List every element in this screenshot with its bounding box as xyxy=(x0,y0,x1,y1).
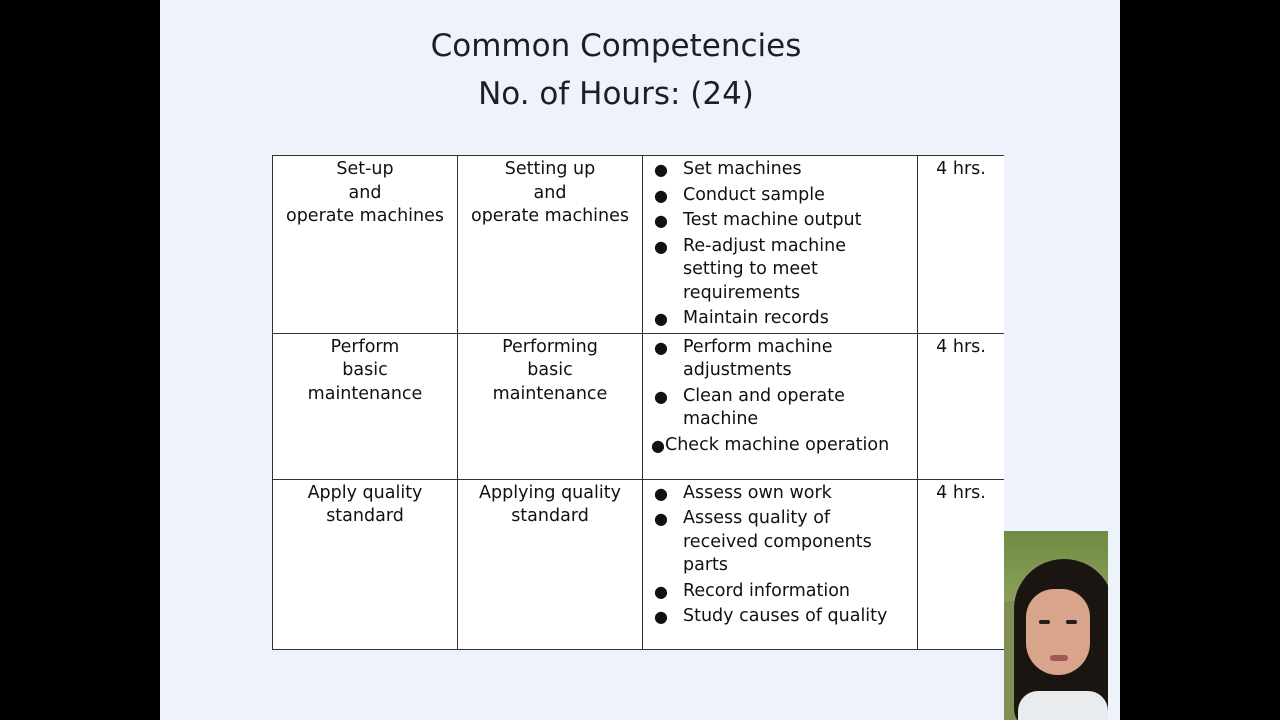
outcome-cell: Setting up and operate machines xyxy=(458,156,643,334)
bullet-icon: ● xyxy=(654,211,668,230)
bullet-icon: ● xyxy=(654,581,668,601)
bullet-icon: ● xyxy=(654,309,668,328)
activity-text: Check machine operation xyxy=(665,434,890,455)
hours-cell: 4 hrs. xyxy=(918,479,1005,649)
activity-text: Set machines xyxy=(683,159,802,179)
activity-text: Conduct sample xyxy=(683,184,825,205)
hours-cell: 4 hrs. xyxy=(918,156,1005,334)
list-item xyxy=(651,158,909,182)
hours-cell: 4 hrs. xyxy=(918,333,1005,479)
table-row xyxy=(273,156,1005,334)
table-row xyxy=(273,479,1005,649)
presentation-slide xyxy=(160,0,1120,720)
bullet-icon: ● xyxy=(654,386,668,406)
unit-cell: Set-up and operate machines xyxy=(273,156,458,334)
bullet-icon: ● xyxy=(651,435,665,455)
bullet-icon: ● xyxy=(654,337,668,357)
activity-text: Study causes of quality xyxy=(683,606,888,626)
presenter-mouth xyxy=(1050,655,1068,661)
presenter-webcam-thumbnail xyxy=(1004,531,1108,720)
list-item xyxy=(651,482,909,506)
presenter-eye xyxy=(1066,620,1077,624)
activity-text: Record information xyxy=(683,580,851,601)
activity-text: Re-adjust machine setting to meet requirements xyxy=(683,235,846,303)
list-item xyxy=(651,336,909,383)
activity-text: Maintain records xyxy=(683,308,829,328)
activity-text: Assess quality of received components parts xyxy=(683,508,872,575)
activity-text: Clean and operate machine xyxy=(683,385,845,429)
bullet-icon: ● xyxy=(654,185,668,205)
title-line-1: Common Competencies xyxy=(430,28,802,64)
title-line-2: No. of Hours: (24) xyxy=(478,76,754,112)
presenter-face xyxy=(1026,589,1090,675)
list-item xyxy=(651,507,909,578)
bullet-icon: ● xyxy=(654,509,668,528)
activity-text: Perform machine adjustments xyxy=(683,336,833,380)
list-item xyxy=(651,580,909,604)
activities-list xyxy=(651,482,909,629)
slide-title xyxy=(160,22,1072,118)
table-row xyxy=(273,333,1005,479)
list-item xyxy=(651,235,909,306)
activities-list xyxy=(651,336,909,458)
activity-text: Assess own work xyxy=(683,482,832,503)
bullet-icon: ● xyxy=(654,483,668,503)
list-item xyxy=(651,434,909,458)
list-item xyxy=(651,605,909,629)
list-item xyxy=(651,307,909,331)
presenter-eye xyxy=(1039,620,1050,624)
bullet-icon: ● xyxy=(654,236,668,256)
presenter-shirt xyxy=(1018,691,1108,720)
unit-cell: Apply quality standard xyxy=(273,479,458,649)
bullet-icon: ● xyxy=(654,607,668,626)
activity-text: Test machine output xyxy=(683,210,862,230)
outcome-cell: Performing basic maintenance xyxy=(458,333,643,479)
activities-cell xyxy=(643,333,918,479)
list-item xyxy=(651,209,909,233)
list-item xyxy=(651,184,909,208)
competencies-table xyxy=(272,155,1004,650)
activities-cell xyxy=(643,479,918,649)
list-item xyxy=(651,385,909,432)
activities-list xyxy=(651,158,909,331)
bullet-icon: ● xyxy=(654,160,668,179)
activities-cell xyxy=(643,156,918,334)
outcome-cell: Applying quality standard xyxy=(458,479,643,649)
unit-cell: Perform basic maintenance xyxy=(273,333,458,479)
